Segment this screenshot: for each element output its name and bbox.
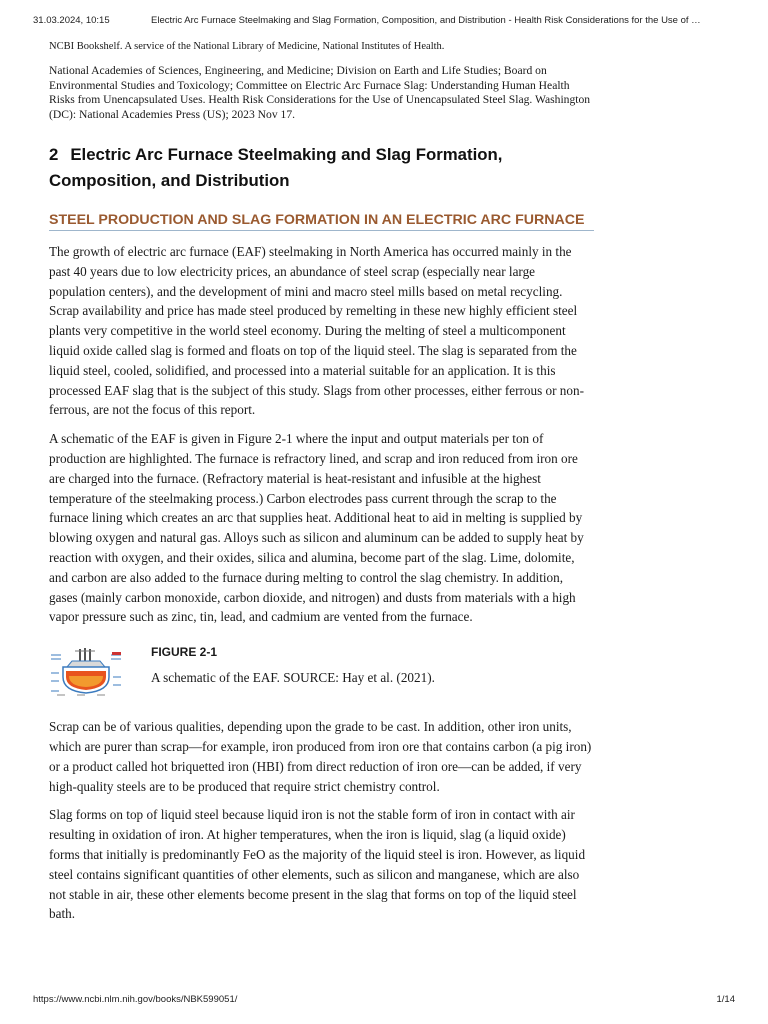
figure-text — [151, 643, 435, 687]
citation: National Academies of Sciences, Engineering, and Medicine; Division on Earth and Life Studies; Board on Environmental Studies and Toxicology; Committee on Electric Arc Furnace Slag: Understanding Human Health Risks from Unencapsulated Uses. Health Risk Considerations for the Use of Unencapsulated Steel Slag. Washington (DC): National Academies Press (US); 2023 Nov 17. — [49, 64, 591, 121]
figure-label[interactable]: FIGURE 2-1 — [151, 645, 218, 660]
print-page-title: Electric Arc Furnace Steelmaking and Slag Formation, Composition, and Distribution - Health Risk Considerations for the Use of … — [151, 15, 701, 26]
page-number: 1/14 — [716, 994, 735, 1005]
paragraph-eaf-growth: The growth of electric arc furnace (EAF) steelmaking in North America has occurred mainly in the past 40 years due to low electricity prices, an abundance of steel scrap (especially near large population centers), and the development of mini and macro steel mills based on metal recycling. Scrap availability and price has made steel produced by remelting in these new highly efficient steel plants very competitive in the world steel economy. During the melting of steel a multicomponent liquid oxide called slag is formed and floats on top of the liquid steel. The slag is separated from the liquid steel, cooled, solidified, and processed into a material suitable for an application. It is this processed EAF slag that is the subject of this study. Slags from other processes, either ferrous or non-ferrous, are not the focus of this report. — [49, 244, 584, 418]
chapter-number: 2 — [49, 145, 59, 164]
article — [49, 40, 594, 933]
paragraph-scrap-quality: Scrap can be of various qualities, depending upon the grade to be cast. In addition, other iron units, which are purer than scrap—for example, iron produced from iron ore that contains carbon (a pig iron) or a product called hot briquetted iron (HBI) from direct reduction of iron ore—can be added, if very high-quality steels are to be produced that require strict chemistry control. — [49, 719, 592, 794]
print-datetime: 31.03.2024, 10:15 — [33, 15, 110, 26]
chapter-title — [49, 142, 594, 194]
print-header — [33, 15, 738, 26]
page-url[interactable]: https://www.ncbi.nlm.nih.gov/books/NBK599051/ — [33, 994, 238, 1005]
chapter-title-text: Electric Arc Furnace Steelmaking and Slag Formation, Composition, and Distribution — [49, 145, 503, 190]
section-heading: STEEL PRODUCTION AND SLAG FORMATION IN AN ELECTRIC ARC FURNACE — [49, 212, 594, 231]
paragraph-slag-formation: Slag forms on top of liquid steel because liquid iron is not the stable form of iron in contact with air resulting in oxidation of iron. At higher temperatures, when the iron is liquid, slag (a liquid oxide) forms that initially is predominantly FeO as the majority of the liquid steel is iron. However, as liquid steel contains significant quantities of other elements, such as silicon and manganese, which are also not stable in air, these other elements become present in the slag that forms on top of the liquid steel bath. — [49, 807, 586, 922]
bookshelf-notice: NCBI Bookshelf. A service of the National Library of Medicine, National Institutes of Health. — [49, 41, 445, 52]
figure-2-1 — [49, 643, 594, 699]
eaf-schematic-thumbnail[interactable] — [49, 647, 123, 699]
figure-caption: A schematic of the EAF. SOURCE: Hay et al. (2021). — [151, 670, 435, 686]
paragraph-eaf-schematic: A schematic of the EAF is given in Figure 2-1 where the input and output materials per ton of production are highlighted. The furnace is refractory lined, and scrap and iron reduced from iron ore are charged into the furnace. (Refractory material is heat-resistant and infusible at the highest temperature of the steelmaking process.) Carbon electrodes pass current through the scrap to the furnace lining which creates an arc that supplies heat. Additional heat to aid in melting is supplied by blowing oxygen and natural gas. Alloys such as silicon and aluminum can be added to supply heat by reaction with oxygen, and their oxides, silica and alumina, become part of the slag. Lime, dolomite, and carbon are also added to the furnace during melting to control the slag chemistry. In addition, gases (mainly carbon monoxide, carbon dioxide, and nitrogen) and dusts from materials with a high vapor pressure such as zinc, tin, lead, and cadmium are vented from the furnace. — [49, 431, 584, 625]
print-footer — [33, 994, 735, 1005]
